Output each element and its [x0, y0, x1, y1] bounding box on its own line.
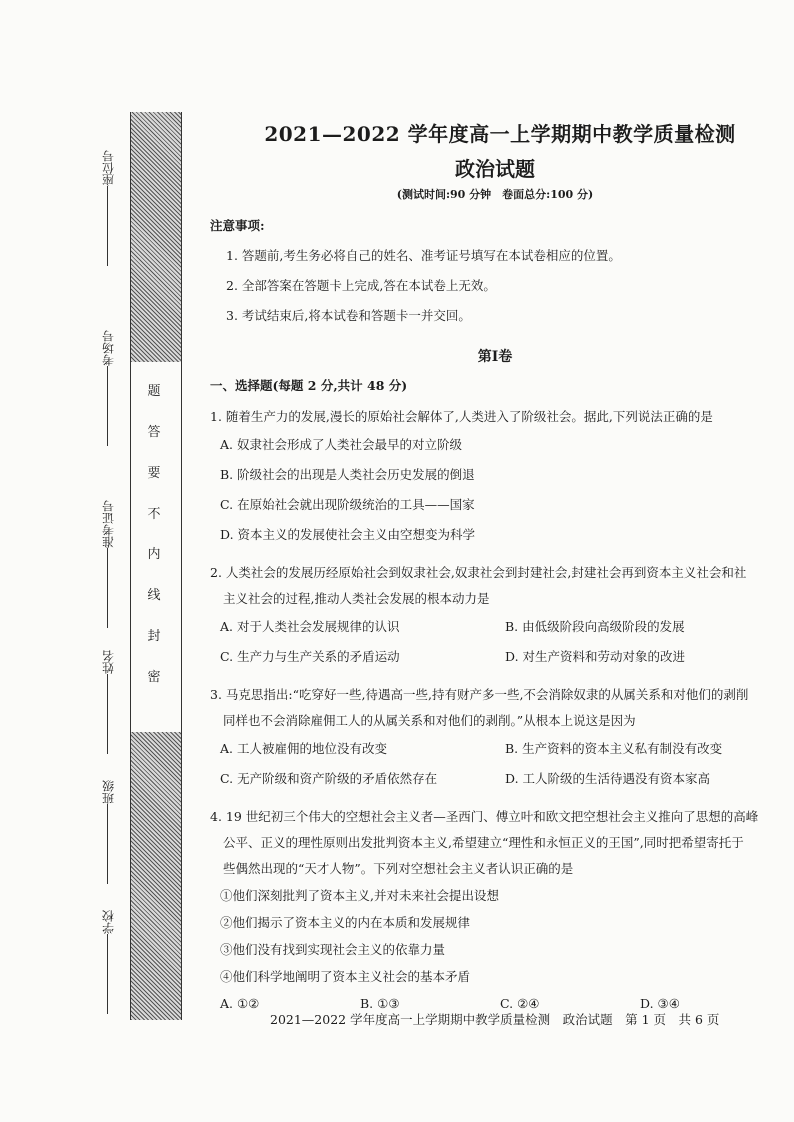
option-c: C. ②④ [500, 996, 540, 1011]
notice-item: 1. 答题前,考生务必将自己的姓名、准考证号填写在本试卷相应的位置。 [226, 248, 621, 263]
field-label: 考场号 [101, 330, 116, 366]
field-underline [108, 548, 109, 628]
subject-title: 政治试题 [455, 157, 535, 181]
page-footer: 2021—2022 学年度高一上学期期中教学质量检测 政治试题 第 1 页 共 6 页 [270, 1012, 720, 1027]
seal-char: 题 [147, 384, 161, 399]
question-stem-cont: 同样也不会消除雇佣工人的从属关系和对他们的剥削。”从根本上说这是因为 [223, 713, 636, 728]
question-stem-cont: 公平、正义的理性原则出发批判资本主义,希望建立“理性和永恒正义的王国”,同时把希望寄托于 [223, 835, 744, 850]
section-title: 一、选择题(每题 2 分,共计 48 分) [210, 378, 408, 393]
admission-number-field[interactable] [88, 500, 128, 632]
exam-title: 2021—2022 学年度高一上学期期中教学质量检测 [264, 122, 736, 146]
statement-4: ④他们科学地阐明了资本主义社会的基本矛盾 [220, 969, 471, 984]
option-c: C. 生产力与生产关系的矛盾运动 [220, 649, 400, 664]
seat-number-field[interactable] [88, 150, 128, 270]
question-stem: 2. 人类社会的发展历经原始社会到奴隶社会,奴隶社会到封建社会,封建社会再到资本主义社会和社 [210, 565, 747, 580]
field-label: 学校 [101, 910, 116, 934]
seal-char: 要 [147, 465, 161, 481]
option-a: A. 奴隶社会形成了人类社会最早的对立阶级 [220, 437, 462, 452]
part-title: 第Ⅰ卷 [477, 349, 513, 365]
option-a: A. 工人被雇佣的地位没有改变 [220, 741, 387, 756]
statement-2: ②他们揭示了资本主义的内在本质和发展规律 [220, 915, 471, 930]
question-3 [210, 682, 780, 794]
field-label: 姓名 [101, 650, 116, 674]
field-underline [108, 674, 109, 754]
option-b: B. 生产资料的资本主义私有制没有改变 [505, 741, 723, 756]
seal-char: 内 [147, 547, 161, 563]
option-a: A. 对于人类社会发展规律的认识 [220, 619, 400, 634]
statement-1: ①他们深刻批判了资本主义,并对未来社会提出设想 [220, 888, 499, 903]
seal-char: 密 [147, 669, 161, 685]
class-field[interactable] [88, 780, 128, 888]
option-c: C. 无产阶级和资产阶级的矛盾依然存在 [220, 771, 438, 786]
exam-content [210, 118, 780, 1018]
field-underline [108, 366, 109, 446]
question-1 [210, 404, 780, 550]
field-label: 座位号 [101, 150, 116, 186]
option-d: D. 资本主义的发展使社会主义由空想变为科学 [220, 527, 476, 542]
option-b: B. 阶级社会的出现是人类社会历史发展的倒退 [220, 467, 475, 482]
seal-char: 线 [147, 588, 161, 604]
notice-item: 3. 考试结束后,将本试卷和答题卡一并交回。 [226, 308, 471, 323]
question-stem: 4. 19 世纪初三个伟大的空想社会主义者—圣西门、傅立叶和欧文把空想社会主义推向了思想的高峰 [210, 809, 759, 824]
seal-char: 封 [147, 629, 161, 645]
question-4 [210, 804, 780, 1018]
notice-item: 2. 全部答案在答题卡上完成,答在本试卷上无效。 [226, 278, 496, 293]
seal-char: 不 [147, 506, 161, 522]
option-d: D. ③④ [640, 996, 680, 1011]
field-underline [108, 804, 109, 884]
question-2 [210, 560, 780, 672]
field-underline [108, 934, 109, 1014]
seal-char: 答 [147, 424, 161, 440]
test-info: (测试时间:90 分钟 卷面总分:100 分) [396, 188, 594, 201]
question-stem: 3. 马克思指出:“吃穿好一些,待遇高一些,持有财产多一些,不会消除奴隶的从属关系和对他们的剥削 [210, 687, 749, 702]
field-label: 准考证号 [101, 500, 116, 548]
question-stem-cont: 主义社会的过程,推动人类社会发展的根本动力是 [223, 591, 490, 606]
statement-3: ③他们没有找到实现社会主义的依靠力量 [220, 942, 446, 957]
binding-hatch-top [131, 112, 181, 362]
exam-room-field[interactable] [88, 330, 128, 450]
name-field[interactable] [88, 650, 128, 758]
seal-line-text [134, 380, 174, 685]
option-b: B. ①③ [360, 996, 400, 1011]
binding-hatch-bottom [131, 732, 181, 1020]
question-stem: 1. 随着生产力的发展,漫长的原始社会解体了,人类进入了阶级社会。据此,下列说法正确的是 [210, 409, 713, 424]
option-c: C. 在原始社会就出现阶级统治的工具——国家 [220, 497, 475, 512]
question-stem-cont: 些偶然出现的“天才人物”。下列对空想社会主义者认识正确的是 [223, 861, 574, 876]
option-d: D. 对生产资料和劳动对象的改进 [505, 649, 686, 664]
option-a: A. ①② [220, 996, 260, 1011]
field-underline [108, 186, 109, 266]
school-field[interactable] [88, 910, 128, 1018]
notice-title: 注意事项: [210, 218, 265, 233]
option-d: D. 工人阶级的生活待遇没有资本家高 [505, 771, 711, 786]
field-label: 班级 [101, 780, 116, 804]
option-b: B. 由低级阶段向高级阶段的发展 [505, 619, 685, 634]
